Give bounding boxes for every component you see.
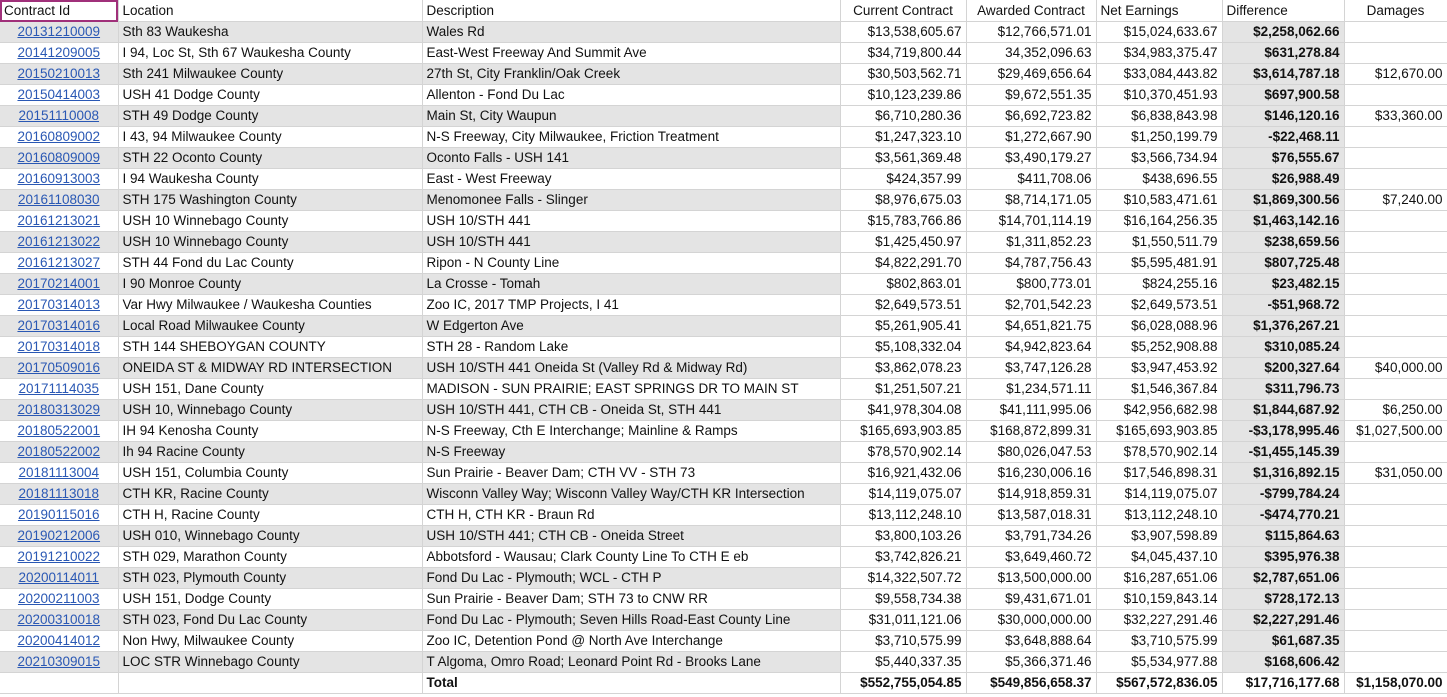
difference-cell[interactable]: -$799,784.24 <box>1222 484 1344 505</box>
contract-id-link[interactable]: 20150210013 <box>0 64 118 85</box>
difference-cell[interactable]: $1,316,892.15 <box>1222 463 1344 484</box>
damages-cell[interactable]: $31,050.00 <box>1344 463 1447 484</box>
description-cell[interactable]: Main St, City Waupun <box>422 106 840 127</box>
net-earnings-cell[interactable]: $42,956,682.98 <box>1096 400 1222 421</box>
net-earnings-cell[interactable]: $33,084,443.82 <box>1096 64 1222 85</box>
table-row <box>0 547 1447 568</box>
awarded-contract-cell[interactable]: $3,490,179.27 <box>966 148 1096 169</box>
description-cell[interactable]: Zoo IC, Detention Pond @ North Ave Interchange <box>422 631 840 652</box>
current-contract-cell[interactable]: $9,558,734.38 <box>840 589 966 610</box>
location-cell[interactable]: USH 10, Winnebago County <box>118 400 422 421</box>
difference-cell[interactable]: $310,085.24 <box>1222 337 1344 358</box>
contract-id-link[interactable]: 20170314013 <box>0 295 118 316</box>
damages-cell[interactable] <box>1344 43 1447 64</box>
table-body <box>0 22 1447 673</box>
contract-id-link[interactable]: 20181113004 <box>0 463 118 484</box>
description-cell[interactable]: Zoo IC, 2017 TMP Projects, I 41 <box>422 295 840 316</box>
table-row <box>0 631 1447 652</box>
location-cell[interactable]: I 43, 94 Milwaukee County <box>118 127 422 148</box>
location-cell[interactable]: LOC STR Winnebago County <box>118 652 422 673</box>
location-cell[interactable]: Sth 83 Waukesha <box>118 22 422 43</box>
location-cell[interactable]: I 94 Waukesha County <box>118 169 422 190</box>
contract-id-link[interactable]: 20180522001 <box>0 421 118 442</box>
current-contract-cell[interactable]: $4,822,291.70 <box>840 253 966 274</box>
description-cell[interactable]: East - West Freeway <box>422 169 840 190</box>
description-cell[interactable]: Sun Prairie - Beaver Dam; STH 73 to CNW RR <box>422 589 840 610</box>
location-cell[interactable]: STH 144 SHEBOYGAN COUNTY <box>118 337 422 358</box>
awarded-contract-cell[interactable]: $6,692,723.82 <box>966 106 1096 127</box>
description-cell[interactable]: Wales Rd <box>422 22 840 43</box>
contract-id-link[interactable]: 20131210009 <box>0 22 118 43</box>
description-cell[interactable]: 27th St, City Franklin/Oak Creek <box>422 64 840 85</box>
awarded-contract-cell[interactable]: $3,649,460.72 <box>966 547 1096 568</box>
difference-cell[interactable]: $76,555.67 <box>1222 148 1344 169</box>
table-row <box>0 127 1447 148</box>
table-row <box>0 64 1447 85</box>
current-contract-cell[interactable]: $8,976,675.03 <box>840 190 966 211</box>
location-cell[interactable]: STH 22 Oconto County <box>118 148 422 169</box>
description-cell[interactable]: N-S Freeway, Cth E Interchange; Mainline & Ramps <box>422 421 840 442</box>
awarded-contract-cell[interactable]: $168,872,899.31 <box>966 421 1096 442</box>
current-contract-cell[interactable]: $5,108,332.04 <box>840 337 966 358</box>
description-cell[interactable]: Oconto Falls - USH 141 <box>422 148 840 169</box>
awarded-contract-cell[interactable]: $4,651,821.75 <box>966 316 1096 337</box>
table-row <box>0 358 1447 379</box>
awarded-contract-cell[interactable]: $9,672,551.35 <box>966 85 1096 106</box>
contract-id-link[interactable]: 20170314016 <box>0 316 118 337</box>
table-row <box>0 337 1447 358</box>
net-earnings-cell[interactable]: $10,159,843.14 <box>1096 589 1222 610</box>
current-contract-cell[interactable]: $41,978,304.08 <box>840 400 966 421</box>
difference-cell[interactable]: $807,725.48 <box>1222 253 1344 274</box>
location-cell[interactable]: USH 41 Dodge County <box>118 85 422 106</box>
damages-cell[interactable] <box>1344 274 1447 295</box>
table-row <box>0 421 1447 442</box>
location-cell[interactable]: Ih 94 Racine County <box>118 442 422 463</box>
net-earnings-cell[interactable]: $32,227,291.46 <box>1096 610 1222 631</box>
location-cell[interactable]: STH 023, Plymouth County <box>118 568 422 589</box>
table-row <box>0 211 1447 232</box>
contract-id-link[interactable]: 20160809002 <box>0 127 118 148</box>
difference-cell[interactable]: -$51,968.72 <box>1222 295 1344 316</box>
location-cell[interactable]: STH 029, Marathon County <box>118 547 422 568</box>
difference-cell[interactable]: $23,482.15 <box>1222 274 1344 295</box>
contract-id-link[interactable]: 20150414003 <box>0 85 118 106</box>
table-row <box>0 43 1447 64</box>
net-earnings-cell[interactable]: $824,255.16 <box>1096 274 1222 295</box>
current-contract-cell[interactable]: $3,800,103.26 <box>840 526 966 547</box>
location-cell[interactable]: ONEIDA ST & MIDWAY RD INTERSECTION <box>118 358 422 379</box>
awarded-contract-cell[interactable]: $16,230,006.16 <box>966 463 1096 484</box>
header-row <box>0 0 1447 22</box>
damages-cell[interactable] <box>1344 568 1447 589</box>
table-row <box>0 169 1447 190</box>
net-earnings-cell[interactable]: $34,983,375.47 <box>1096 43 1222 64</box>
contract-id-link[interactable]: 20160913003 <box>0 169 118 190</box>
description-cell[interactable]: Allenton - Fond Du Lac <box>422 85 840 106</box>
current-contract-cell[interactable]: $2,649,573.51 <box>840 295 966 316</box>
contract-id-link[interactable]: 20151110008 <box>0 106 118 127</box>
difference-cell[interactable]: -$1,455,145.39 <box>1222 442 1344 463</box>
current-contract-cell[interactable]: $3,710,575.99 <box>840 631 966 652</box>
net-earnings-cell[interactable]: $438,696.55 <box>1096 169 1222 190</box>
current-contract-cell[interactable]: $3,862,078.23 <box>840 358 966 379</box>
awarded-contract-cell[interactable]: $5,366,371.46 <box>966 652 1096 673</box>
net-earnings-cell[interactable]: $1,250,199.79 <box>1096 127 1222 148</box>
net-earnings-cell[interactable]: $165,693,903.85 <box>1096 421 1222 442</box>
contract-id-link[interactable]: 20200211003 <box>0 589 118 610</box>
description-cell[interactable]: USH 10/STH 441, CTH CB - Oneida St, STH 441 <box>422 400 840 421</box>
contract-id-link[interactable]: 20161213027 <box>0 253 118 274</box>
location-cell[interactable]: IH 94 Kenosha County <box>118 421 422 442</box>
table-row <box>0 148 1447 169</box>
location-cell[interactable]: CTH KR, Racine County <box>118 484 422 505</box>
current-contract-cell[interactable]: $13,112,248.10 <box>840 505 966 526</box>
damages-cell[interactable] <box>1344 85 1447 106</box>
awarded-contract-cell[interactable]: $30,000,000.00 <box>966 610 1096 631</box>
net-earnings-cell[interactable]: $13,112,248.10 <box>1096 505 1222 526</box>
header-damages[interactable]: Damages <box>1344 0 1447 22</box>
awarded-contract-cell[interactable]: $14,918,859.31 <box>966 484 1096 505</box>
current-contract-cell[interactable]: $3,742,826.21 <box>840 547 966 568</box>
net-earnings-cell[interactable]: $5,534,977.88 <box>1096 652 1222 673</box>
difference-cell[interactable]: $1,869,300.56 <box>1222 190 1344 211</box>
location-cell[interactable]: USH 10 Winnebago County <box>118 211 422 232</box>
location-cell[interactable]: USH 151, Columbia County <box>118 463 422 484</box>
difference-cell[interactable]: $1,463,142.16 <box>1222 211 1344 232</box>
difference-cell[interactable]: $631,278.84 <box>1222 43 1344 64</box>
damages-cell[interactable] <box>1344 211 1447 232</box>
table-row <box>0 589 1447 610</box>
net-earnings-cell[interactable]: $10,370,451.93 <box>1096 85 1222 106</box>
damages-cell[interactable]: $7,240.00 <box>1344 190 1447 211</box>
total-awarded-contract[interactable]: $549,856,658.37 <box>966 673 1096 694</box>
description-cell[interactable]: Abbotsford - Wausau; Clark County Line To CTH E eb <box>422 547 840 568</box>
total-net-earnings[interactable]: $567,572,836.05 <box>1096 673 1222 694</box>
table-row <box>0 22 1447 43</box>
awarded-contract-cell[interactable]: $411,708.06 <box>966 169 1096 190</box>
contract-id-link[interactable]: 20161213021 <box>0 211 118 232</box>
contract-id-link[interactable]: 20161213022 <box>0 232 118 253</box>
net-earnings-cell[interactable]: $1,550,511.79 <box>1096 232 1222 253</box>
total-blank-cell[interactable] <box>0 673 118 694</box>
header-current-contract[interactable]: Current Contract <box>840 0 966 22</box>
location-cell[interactable]: CTH H, Racine County <box>118 505 422 526</box>
current-contract-cell[interactable]: $15,783,766.86 <box>840 211 966 232</box>
net-earnings-cell[interactable]: $1,546,367.84 <box>1096 379 1222 400</box>
difference-cell[interactable]: $238,659.56 <box>1222 232 1344 253</box>
table-row <box>0 190 1447 211</box>
damages-cell[interactable] <box>1344 127 1447 148</box>
description-cell[interactable]: Ripon - N County Line <box>422 253 840 274</box>
awarded-contract-cell[interactable]: $3,648,888.64 <box>966 631 1096 652</box>
damages-cell[interactable] <box>1344 652 1447 673</box>
contract-id-link[interactable]: 20200310018 <box>0 610 118 631</box>
contract-id-link[interactable]: 20161108030 <box>0 190 118 211</box>
description-cell[interactable]: Fond Du Lac - Plymouth; WCL - CTH P <box>422 568 840 589</box>
description-cell[interactable]: N-S Freeway <box>422 442 840 463</box>
net-earnings-cell[interactable]: $6,838,843.98 <box>1096 106 1222 127</box>
damages-cell[interactable] <box>1344 316 1447 337</box>
awarded-contract-cell[interactable]: $4,942,823.64 <box>966 337 1096 358</box>
difference-cell[interactable]: $3,614,787.18 <box>1222 64 1344 85</box>
difference-cell[interactable]: $697,900.58 <box>1222 85 1344 106</box>
contract-id-link[interactable]: 20190115016 <box>0 505 118 526</box>
difference-cell[interactable]: $395,976.38 <box>1222 547 1344 568</box>
current-contract-cell[interactable]: $6,710,280.36 <box>840 106 966 127</box>
net-earnings-cell[interactable]: $17,546,898.31 <box>1096 463 1222 484</box>
description-cell[interactable]: Sun Prairie - Beaver Dam; CTH VV - STH 73 <box>422 463 840 484</box>
awarded-contract-cell[interactable]: $8,714,171.05 <box>966 190 1096 211</box>
awarded-contract-cell[interactable]: $3,791,734.26 <box>966 526 1096 547</box>
location-cell[interactable]: I 90 Monroe County <box>118 274 422 295</box>
net-earnings-cell[interactable]: $5,252,908.88 <box>1096 337 1222 358</box>
damages-cell[interactable] <box>1344 526 1447 547</box>
damages-cell[interactable] <box>1344 379 1447 400</box>
difference-cell[interactable]: $2,787,651.06 <box>1222 568 1344 589</box>
description-cell[interactable]: La Crosse - Tomah <box>422 274 840 295</box>
total-damages[interactable]: $1,158,070.00 <box>1344 673 1447 694</box>
location-cell[interactable]: Var Hwy Milwaukee / Waukesha Counties <box>118 295 422 316</box>
current-contract-cell[interactable]: $1,247,323.10 <box>840 127 966 148</box>
total-row <box>0 673 1447 694</box>
damages-cell[interactable]: $40,000.00 <box>1344 358 1447 379</box>
awarded-contract-cell[interactable]: $13,587,018.31 <box>966 505 1096 526</box>
description-cell[interactable]: Wisconn Valley Way; Wisconn Valley Way/CTH KR Intersection <box>422 484 840 505</box>
difference-cell[interactable]: $1,376,267.21 <box>1222 316 1344 337</box>
damages-cell[interactable] <box>1344 505 1447 526</box>
location-cell[interactable]: STH 44 Fond du Lac County <box>118 253 422 274</box>
table-row <box>0 652 1447 673</box>
location-cell[interactable]: STH 175 Washington County <box>118 190 422 211</box>
table-row <box>0 379 1447 400</box>
table-row <box>0 568 1447 589</box>
awarded-contract-cell[interactable]: $1,311,852.23 <box>966 232 1096 253</box>
difference-cell[interactable]: $2,227,291.46 <box>1222 610 1344 631</box>
contract-id-link[interactable]: 20170314018 <box>0 337 118 358</box>
header-awarded-contract[interactable]: Awarded Contract <box>966 0 1096 22</box>
awarded-contract-cell[interactable]: 34,352,096.63 <box>966 43 1096 64</box>
current-contract-cell[interactable]: $13,538,605.67 <box>840 22 966 43</box>
damages-cell[interactable] <box>1344 148 1447 169</box>
table-row <box>0 442 1447 463</box>
damages-cell[interactable] <box>1344 442 1447 463</box>
net-earnings-cell[interactable]: $3,907,598.89 <box>1096 526 1222 547</box>
description-cell[interactable]: T Algoma, Omro Road; Leonard Point Rd - Brooks Lane <box>422 652 840 673</box>
location-cell[interactable]: Sth 241 Milwaukee County <box>118 64 422 85</box>
current-contract-cell[interactable]: $31,011,121.06 <box>840 610 966 631</box>
table-row <box>0 253 1447 274</box>
table-row <box>0 463 1447 484</box>
current-contract-cell[interactable]: $802,863.01 <box>840 274 966 295</box>
net-earnings-cell[interactable]: $14,119,075.07 <box>1096 484 1222 505</box>
damages-cell[interactable]: $1,027,500.00 <box>1344 421 1447 442</box>
table-row <box>0 526 1447 547</box>
header-description[interactable]: Description <box>422 0 840 22</box>
table-row <box>0 232 1447 253</box>
description-cell[interactable]: MADISON - SUN PRAIRIE; EAST SPRINGS DR TO MAIN ST <box>422 379 840 400</box>
awarded-contract-cell[interactable]: $800,773.01 <box>966 274 1096 295</box>
difference-cell[interactable]: -$22,468.11 <box>1222 127 1344 148</box>
awarded-contract-cell[interactable]: $1,234,571.11 <box>966 379 1096 400</box>
awarded-contract-cell[interactable]: $1,272,667.90 <box>966 127 1096 148</box>
net-earnings-cell[interactable]: $15,024,633.67 <box>1096 22 1222 43</box>
awarded-contract-cell[interactable]: $14,701,114.19 <box>966 211 1096 232</box>
damages-cell[interactable] <box>1344 337 1447 358</box>
location-cell[interactable]: USH 151, Dane County <box>118 379 422 400</box>
contract-id-link[interactable]: 20190212006 <box>0 526 118 547</box>
description-cell[interactable]: USH 10/STH 441; CTH CB - Oneida Street <box>422 526 840 547</box>
contract-id-link[interactable]: 20170214001 <box>0 274 118 295</box>
location-cell[interactable]: USH 010, Winnebago County <box>118 526 422 547</box>
current-contract-cell[interactable]: $1,425,450.97 <box>840 232 966 253</box>
net-earnings-cell[interactable]: $3,566,734.94 <box>1096 148 1222 169</box>
net-earnings-cell[interactable]: $5,595,481.91 <box>1096 253 1222 274</box>
contract-id-link[interactable]: 20180522002 <box>0 442 118 463</box>
header-net-earnings[interactable]: Net Earnings <box>1096 0 1222 22</box>
awarded-contract-cell[interactable]: $80,026,047.53 <box>966 442 1096 463</box>
damages-cell[interactable] <box>1344 547 1447 568</box>
damages-cell[interactable]: $33,360.00 <box>1344 106 1447 127</box>
description-cell[interactable]: W Edgerton Ave <box>422 316 840 337</box>
net-earnings-cell[interactable]: $6,028,088.96 <box>1096 316 1222 337</box>
damages-cell[interactable] <box>1344 169 1447 190</box>
damages-cell[interactable] <box>1344 484 1447 505</box>
damages-cell[interactable] <box>1344 295 1447 316</box>
difference-cell[interactable]: $311,796.73 <box>1222 379 1344 400</box>
description-cell[interactable]: USH 10/STH 441 Oneida St (Valley Rd & Midway Rd) <box>422 358 840 379</box>
contract-id-link[interactable]: 20210309015 <box>0 652 118 673</box>
difference-cell[interactable]: $61,687.35 <box>1222 631 1344 652</box>
current-contract-cell[interactable]: $1,251,507.21 <box>840 379 966 400</box>
current-contract-cell[interactable]: $14,119,075.07 <box>840 484 966 505</box>
difference-cell[interactable]: $26,988.49 <box>1222 169 1344 190</box>
awarded-contract-cell[interactable]: $9,431,671.01 <box>966 589 1096 610</box>
location-cell[interactable]: Non Hwy, Milwaukee County <box>118 631 422 652</box>
difference-cell[interactable]: -$474,770.21 <box>1222 505 1344 526</box>
awarded-contract-cell[interactable]: $41,111,995.06 <box>966 400 1096 421</box>
current-contract-cell[interactable]: $3,561,369.48 <box>840 148 966 169</box>
location-cell[interactable]: USH 10 Winnebago County <box>118 232 422 253</box>
total-label[interactable]: Total <box>422 673 840 694</box>
location-cell[interactable]: Local Road Milwaukee County <box>118 316 422 337</box>
difference-cell[interactable]: $146,120.16 <box>1222 106 1344 127</box>
contract-id-link[interactable]: 20191210022 <box>0 547 118 568</box>
contract-id-link[interactable]: 20160809009 <box>0 148 118 169</box>
difference-cell[interactable]: $115,864.63 <box>1222 526 1344 547</box>
awarded-contract-cell[interactable]: $29,469,656.64 <box>966 64 1096 85</box>
damages-cell[interactable] <box>1344 631 1447 652</box>
location-cell[interactable]: STH 023, Fond Du Lac County <box>118 610 422 631</box>
current-contract-cell[interactable]: $424,357.99 <box>840 169 966 190</box>
current-contract-cell[interactable]: $165,693,903.85 <box>840 421 966 442</box>
damages-cell[interactable]: $6,250.00 <box>1344 400 1447 421</box>
net-earnings-cell[interactable]: $4,045,437.10 <box>1096 547 1222 568</box>
awarded-contract-cell[interactable]: $13,500,000.00 <box>966 568 1096 589</box>
description-cell[interactable]: CTH H, CTH KR - Braun Rd <box>422 505 840 526</box>
header-contract-id[interactable]: Contract Id <box>0 0 118 22</box>
table-row <box>0 274 1447 295</box>
table-row <box>0 505 1447 526</box>
location-cell[interactable]: STH 49 Dodge County <box>118 106 422 127</box>
net-earnings-cell[interactable]: $3,710,575.99 <box>1096 631 1222 652</box>
net-earnings-cell[interactable]: $2,649,573.51 <box>1096 295 1222 316</box>
description-cell[interactable]: USH 10/STH 441 <box>422 211 840 232</box>
description-cell[interactable]: N-S Freeway, City Milwaukee, Friction Treatment <box>422 127 840 148</box>
current-contract-cell[interactable]: $78,570,902.14 <box>840 442 966 463</box>
description-cell[interactable]: East-West Freeway And Summit Ave <box>422 43 840 64</box>
description-cell[interactable]: USH 10/STH 441 <box>422 232 840 253</box>
damages-cell[interactable] <box>1344 610 1447 631</box>
contract-id-link[interactable]: 20170509016 <box>0 358 118 379</box>
header-difference[interactable]: Difference <box>1222 0 1344 22</box>
total-blank-cell[interactable] <box>118 673 422 694</box>
header-location[interactable]: Location <box>118 0 422 22</box>
difference-cell[interactable]: $168,606.42 <box>1222 652 1344 673</box>
description-cell[interactable]: STH 28 - Random Lake <box>422 337 840 358</box>
difference-cell[interactable]: $1,844,687.92 <box>1222 400 1344 421</box>
difference-cell[interactable]: -$3,178,995.46 <box>1222 421 1344 442</box>
current-contract-cell[interactable]: $30,503,562.71 <box>840 64 966 85</box>
damages-cell[interactable]: $12,670.00 <box>1344 64 1447 85</box>
table-row <box>0 400 1447 421</box>
table-row <box>0 295 1447 316</box>
table-row <box>0 610 1447 631</box>
net-earnings-cell[interactable]: $16,164,256.35 <box>1096 211 1222 232</box>
contract-id-link[interactable]: 20181113018 <box>0 484 118 505</box>
net-earnings-cell[interactable]: $78,570,902.14 <box>1096 442 1222 463</box>
damages-cell[interactable] <box>1344 253 1447 274</box>
contract-id-link[interactable]: 20200114011 <box>0 568 118 589</box>
current-contract-cell[interactable]: $34,719,800.44 <box>840 43 966 64</box>
table-row <box>0 316 1447 337</box>
current-contract-cell[interactable]: $10,123,239.86 <box>840 85 966 106</box>
contract-id-link[interactable]: 20200414012 <box>0 631 118 652</box>
contract-id-link[interactable]: 20180313029 <box>0 400 118 421</box>
current-contract-cell[interactable]: $14,322,507.72 <box>840 568 966 589</box>
net-earnings-cell[interactable]: $3,947,453.92 <box>1096 358 1222 379</box>
damages-cell[interactable] <box>1344 589 1447 610</box>
awarded-contract-cell[interactable]: $12,766,571.01 <box>966 22 1096 43</box>
total-current-contract[interactable]: $552,755,054.85 <box>840 673 966 694</box>
contract-id-link[interactable]: 20141209005 <box>0 43 118 64</box>
table-row <box>0 484 1447 505</box>
location-cell[interactable]: I 94, Loc St, Sth 67 Waukesha County <box>118 43 422 64</box>
difference-cell[interactable]: $200,327.64 <box>1222 358 1344 379</box>
contract-id-link[interactable]: 20171114035 <box>0 379 118 400</box>
awarded-contract-cell[interactable]: $3,747,126.28 <box>966 358 1096 379</box>
difference-cell[interactable]: $728,172.13 <box>1222 589 1344 610</box>
awarded-contract-cell[interactable]: $2,701,542.23 <box>966 295 1096 316</box>
table-row <box>0 85 1447 106</box>
difference-cell[interactable]: $2,258,062.66 <box>1222 22 1344 43</box>
total-difference[interactable]: $17,716,177.68 <box>1222 673 1344 694</box>
description-cell[interactable]: Fond Du Lac - Plymouth; Seven Hills Road-East County Line <box>422 610 840 631</box>
net-earnings-cell[interactable]: $16,287,651.06 <box>1096 568 1222 589</box>
current-contract-cell[interactable]: $16,921,432.06 <box>840 463 966 484</box>
table-row <box>0 106 1447 127</box>
current-contract-cell[interactable]: $5,440,337.35 <box>840 652 966 673</box>
net-earnings-cell[interactable]: $10,583,471.61 <box>1096 190 1222 211</box>
current-contract-cell[interactable]: $5,261,905.41 <box>840 316 966 337</box>
description-cell[interactable]: Menomonee Falls - Slinger <box>422 190 840 211</box>
location-cell[interactable]: USH 151, Dodge County <box>118 589 422 610</box>
damages-cell[interactable] <box>1344 22 1447 43</box>
damages-cell[interactable] <box>1344 232 1447 253</box>
awarded-contract-cell[interactable]: $4,787,756.43 <box>966 253 1096 274</box>
